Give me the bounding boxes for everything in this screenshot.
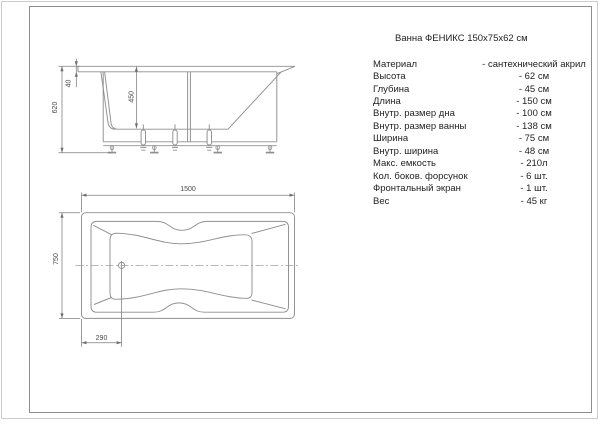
spec-value: - 150 см [516, 96, 552, 108]
spec-row-front-panel [373, 182, 592, 194]
spec-row-material [373, 58, 592, 70]
spec-label: Внутр. размер ванны [373, 120, 467, 132]
spec-value: - 138 см [516, 120, 552, 132]
spec-value: - 210л [520, 158, 548, 170]
spec-row-weight [373, 195, 592, 207]
spec-label: Внутр. ширина [373, 145, 439, 157]
spec-label: Макс. емкость [373, 158, 437, 170]
spec-value: - 100 см [516, 108, 552, 120]
dimension-450 [129, 67, 138, 129]
stud [140, 124, 146, 150]
side-sloped-end [228, 72, 281, 129]
spec-row-inner-bottom [373, 108, 592, 120]
spec-row-length [373, 95, 592, 107]
stud [206, 124, 212, 150]
spec-value: - 45 кг [520, 195, 548, 207]
spec-label: Кол. боков. форсунок [373, 170, 468, 182]
spec-row-inner-width [373, 145, 592, 157]
adjustable-feet [108, 145, 274, 152]
spec-row-inner-size [373, 120, 592, 132]
spec-label: Внутр. размер дна [373, 108, 455, 120]
side-view-drawing [52, 59, 295, 153]
dim-label-450: 450 [128, 90, 136, 103]
dimension-1500 [82, 186, 295, 212]
top-view-drawing [53, 186, 300, 347]
top-inner-rim [91, 221, 289, 312]
foot [266, 145, 274, 152]
stud [172, 124, 178, 150]
page-title: Ванна ФЕНИКС 150x75x62 см [395, 33, 528, 44]
spec-row-depth [373, 83, 592, 95]
spec-value: - 62 см [518, 71, 550, 83]
dim-label-620: 620 [52, 101, 59, 114]
spec-value: - 1 шт. [520, 183, 548, 195]
dim-label-290: 290 [95, 334, 108, 342]
side-frame-posts [103, 72, 277, 142]
spec-row-width [373, 133, 592, 145]
spec-label: Глубина [373, 83, 410, 95]
foot [108, 145, 116, 152]
spec-label: Ширина [373, 133, 409, 145]
spec-label: Вес [373, 195, 390, 207]
top-basin-outline [110, 233, 252, 299]
spec-label: Фронтальный экран [373, 183, 461, 195]
dimension-290 [82, 319, 122, 347]
spec-value: - сантехнический акрил [482, 58, 586, 70]
dim-label-40: 40 [65, 79, 73, 88]
spec-label: Материал [373, 58, 418, 70]
spec-value: - 75 см [518, 133, 550, 145]
spec-value: - 48 см [518, 145, 550, 157]
spec-row-capacity [373, 158, 592, 170]
spec-block [373, 33, 592, 207]
spec-value: - 45 см [518, 83, 550, 95]
side-rim-outline [78, 66, 295, 73]
foot [150, 145, 158, 152]
dim-label-1500: 1500 [180, 186, 196, 194]
spec-value: - 6 шт. [520, 170, 548, 182]
top-corner-slopes [94, 224, 286, 308]
dimension-40 [66, 59, 78, 88]
mounting-studs [140, 124, 212, 150]
side-frame-rails [103, 142, 277, 146]
spec-row-height [373, 70, 592, 82]
spec-label: Длина [373, 96, 401, 108]
foot [214, 145, 222, 152]
spec-row-jets [373, 170, 592, 182]
spec-label: Высота [373, 71, 406, 83]
dim-label-750: 750 [53, 253, 61, 265]
